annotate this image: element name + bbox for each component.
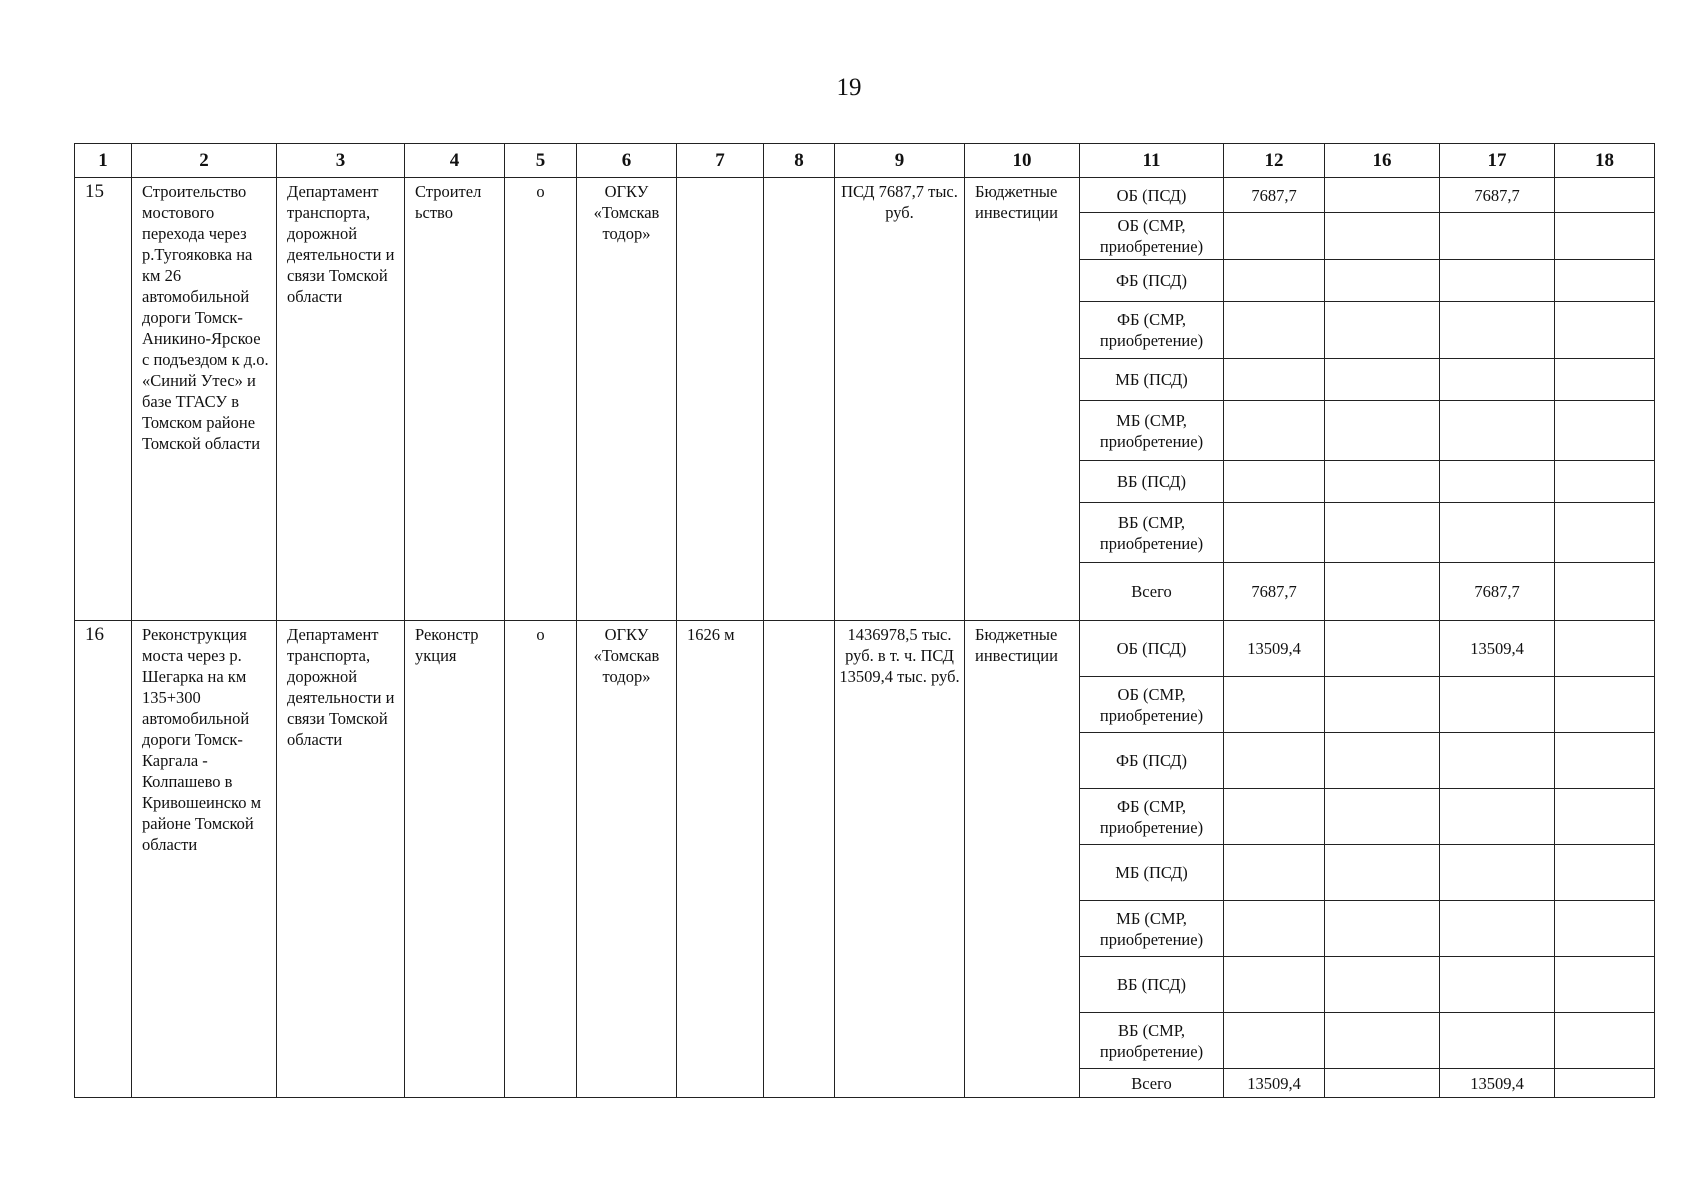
amount-col16 <box>1325 845 1440 901</box>
col-header-18: 18 <box>1555 144 1655 178</box>
col8-cell <box>764 621 835 1098</box>
amount-col18 <box>1555 621 1655 677</box>
amount-col17 <box>1440 789 1555 845</box>
amount-col17 <box>1440 957 1555 1013</box>
row-number: 16 <box>75 621 132 1098</box>
amount-col16 <box>1325 359 1440 401</box>
amount-col16 <box>1325 677 1440 733</box>
object-status: о <box>505 178 577 621</box>
funding-source-label: ФБ (ПСД) <box>1080 733 1224 789</box>
amount-col16 <box>1325 1013 1440 1069</box>
amount-col12 <box>1224 677 1325 733</box>
col-header-2: 2 <box>132 144 277 178</box>
amount-col16 <box>1325 733 1440 789</box>
funding-source-label: Всего <box>1080 1069 1224 1098</box>
amount-col12 <box>1224 957 1325 1013</box>
amount-col16 <box>1325 302 1440 359</box>
funding-source-label: ВБ (СМР, приобретение) <box>1080 1013 1224 1069</box>
table-row <box>75 621 1655 677</box>
customer: ОГКУ «Томскав тодор» <box>577 621 677 1098</box>
amount-col16 <box>1325 178 1440 213</box>
funding-source-label: ФБ (ПСД) <box>1080 260 1224 302</box>
amount-col18 <box>1555 845 1655 901</box>
amount-col12: 7687,7 <box>1224 563 1325 621</box>
amount-col17 <box>1440 733 1555 789</box>
work-type: Строител ьство <box>405 178 505 621</box>
amount-col18 <box>1555 503 1655 563</box>
amount-col12 <box>1224 1013 1325 1069</box>
amount-col18 <box>1555 789 1655 845</box>
col-header-11: 11 <box>1080 144 1224 178</box>
col-header-4: 4 <box>405 144 505 178</box>
amount-col18 <box>1555 359 1655 401</box>
amount-col12 <box>1224 789 1325 845</box>
amount-col12 <box>1224 302 1325 359</box>
amount-col17 <box>1440 401 1555 461</box>
header-row <box>75 144 1655 178</box>
funding-source-label: ОБ (ПСД) <box>1080 178 1224 213</box>
amount-col18 <box>1555 563 1655 621</box>
capacity: 1626 м <box>677 621 764 1098</box>
col-header-8: 8 <box>764 144 835 178</box>
col-header-6: 6 <box>577 144 677 178</box>
amount-col16 <box>1325 461 1440 503</box>
investment-form: Бюджетные инвестиции <box>965 621 1080 1098</box>
amount-col18 <box>1555 1069 1655 1098</box>
object-name: Строительство мостового перехода через р.Тугояковка на км 26 автомобильной дороги Томск-Аникино-Ярское с подъездом к д.о. «Синий Утес» и базе ТГАСУ в Томском районе Томской области <box>132 178 277 621</box>
col-header-1: 1 <box>75 144 132 178</box>
amount-col18 <box>1555 260 1655 302</box>
amount-col12: 13509,4 <box>1224 621 1325 677</box>
amount-col17 <box>1440 461 1555 503</box>
amount-col16 <box>1325 213 1440 260</box>
amount-col17 <box>1440 677 1555 733</box>
col-header-12: 12 <box>1224 144 1325 178</box>
funding-source-label: МБ (СМР, приобретение) <box>1080 901 1224 957</box>
object-status: о <box>505 621 577 1098</box>
responsible-department: Департамент транспорта, дорожной деятельности и связи Томской области <box>277 621 405 1098</box>
col-header-10: 10 <box>965 144 1080 178</box>
funding-source-label: МБ (ПСД) <box>1080 359 1224 401</box>
col8-cell <box>764 178 835 621</box>
amount-col17 <box>1440 302 1555 359</box>
page-number: 19 <box>836 74 862 101</box>
amount-col12 <box>1224 901 1325 957</box>
amount-col18 <box>1555 213 1655 260</box>
amount-col18 <box>1555 957 1655 1013</box>
amount-col18 <box>1555 401 1655 461</box>
funding-source-label: ФБ (СМР, приобретение) <box>1080 789 1224 845</box>
amount-col17 <box>1440 901 1555 957</box>
amount-col18 <box>1555 733 1655 789</box>
estimated-cost: 1436978,5 тыс. руб. в т. ч. ПСД 13509,4 тыс. руб. <box>835 621 965 1098</box>
amount-col12 <box>1224 260 1325 302</box>
col-header-17: 17 <box>1440 144 1555 178</box>
funding-source-label: МБ (ПСД) <box>1080 845 1224 901</box>
amount-col16 <box>1325 901 1440 957</box>
amount-col18 <box>1555 677 1655 733</box>
amount-col12 <box>1224 503 1325 563</box>
funding-source-label: ВБ (ПСД) <box>1080 957 1224 1013</box>
investment-form: Бюджетные инвестиции <box>965 178 1080 621</box>
amount-col17 <box>1440 260 1555 302</box>
funding-source-label: МБ (СМР, приобретение) <box>1080 401 1224 461</box>
estimated-cost: ПСД 7687,7 тыс. руб. <box>835 178 965 621</box>
amount-col16 <box>1325 789 1440 845</box>
col-header-7: 7 <box>677 144 764 178</box>
amount-col18 <box>1555 302 1655 359</box>
customer: ОГКУ «Томскав тодор» <box>577 178 677 621</box>
col-header-16: 16 <box>1325 144 1440 178</box>
funding-source-label: Всего <box>1080 563 1224 621</box>
amount-col12 <box>1224 213 1325 260</box>
amount-col16 <box>1325 621 1440 677</box>
amount-col18 <box>1555 461 1655 503</box>
row-number: 15 <box>75 178 132 621</box>
col-header-3: 3 <box>277 144 405 178</box>
amount-col12 <box>1224 359 1325 401</box>
funding-source-label: ВБ (ПСД) <box>1080 461 1224 503</box>
amount-col16 <box>1325 401 1440 461</box>
amount-col17: 13509,4 <box>1440 621 1555 677</box>
funding-source-label: ФБ (СМР, приобретение) <box>1080 302 1224 359</box>
amount-col18 <box>1555 178 1655 213</box>
funding-source-label: ВБ (СМР, приобретение) <box>1080 503 1224 563</box>
amount-col17 <box>1440 845 1555 901</box>
amount-col17 <box>1440 213 1555 260</box>
amount-col12 <box>1224 845 1325 901</box>
amount-col16 <box>1325 1069 1440 1098</box>
col-header-9: 9 <box>835 144 965 178</box>
amount-col12 <box>1224 461 1325 503</box>
amount-col16 <box>1325 563 1440 621</box>
funding-source-label: ОБ (СМР, приобретение) <box>1080 213 1224 260</box>
col-header-5: 5 <box>505 144 577 178</box>
amount-col17: 7687,7 <box>1440 178 1555 213</box>
amount-col12 <box>1224 401 1325 461</box>
amount-col16 <box>1325 260 1440 302</box>
funding-source-label: ОБ (ПСД) <box>1080 621 1224 677</box>
amount-col16 <box>1325 503 1440 563</box>
amount-col18 <box>1555 1013 1655 1069</box>
investment-table <box>74 143 1655 1098</box>
funding-source-label: ОБ (СМР, приобретение) <box>1080 677 1224 733</box>
amount-col12: 13509,4 <box>1224 1069 1325 1098</box>
amount-col16 <box>1325 957 1440 1013</box>
amount-col17 <box>1440 503 1555 563</box>
table-row <box>75 178 1655 213</box>
object-name: Реконструкция моста через р. Шегарка на км 135+300 автомобильной дороги Томск-Каргала - Колпашево в Кривошеинско м районе Томской области <box>132 621 277 1098</box>
work-type: Реконстр укция <box>405 621 505 1098</box>
amount-col18 <box>1555 901 1655 957</box>
amount-col17: 7687,7 <box>1440 563 1555 621</box>
amount-col17 <box>1440 359 1555 401</box>
responsible-department: Департамент транспорта, дорожной деятельности и связи Томской области <box>277 178 405 621</box>
amount-col17 <box>1440 1013 1555 1069</box>
amount-col12: 7687,7 <box>1224 178 1325 213</box>
amount-col12 <box>1224 733 1325 789</box>
amount-col17: 13509,4 <box>1440 1069 1555 1098</box>
capacity <box>677 178 764 621</box>
